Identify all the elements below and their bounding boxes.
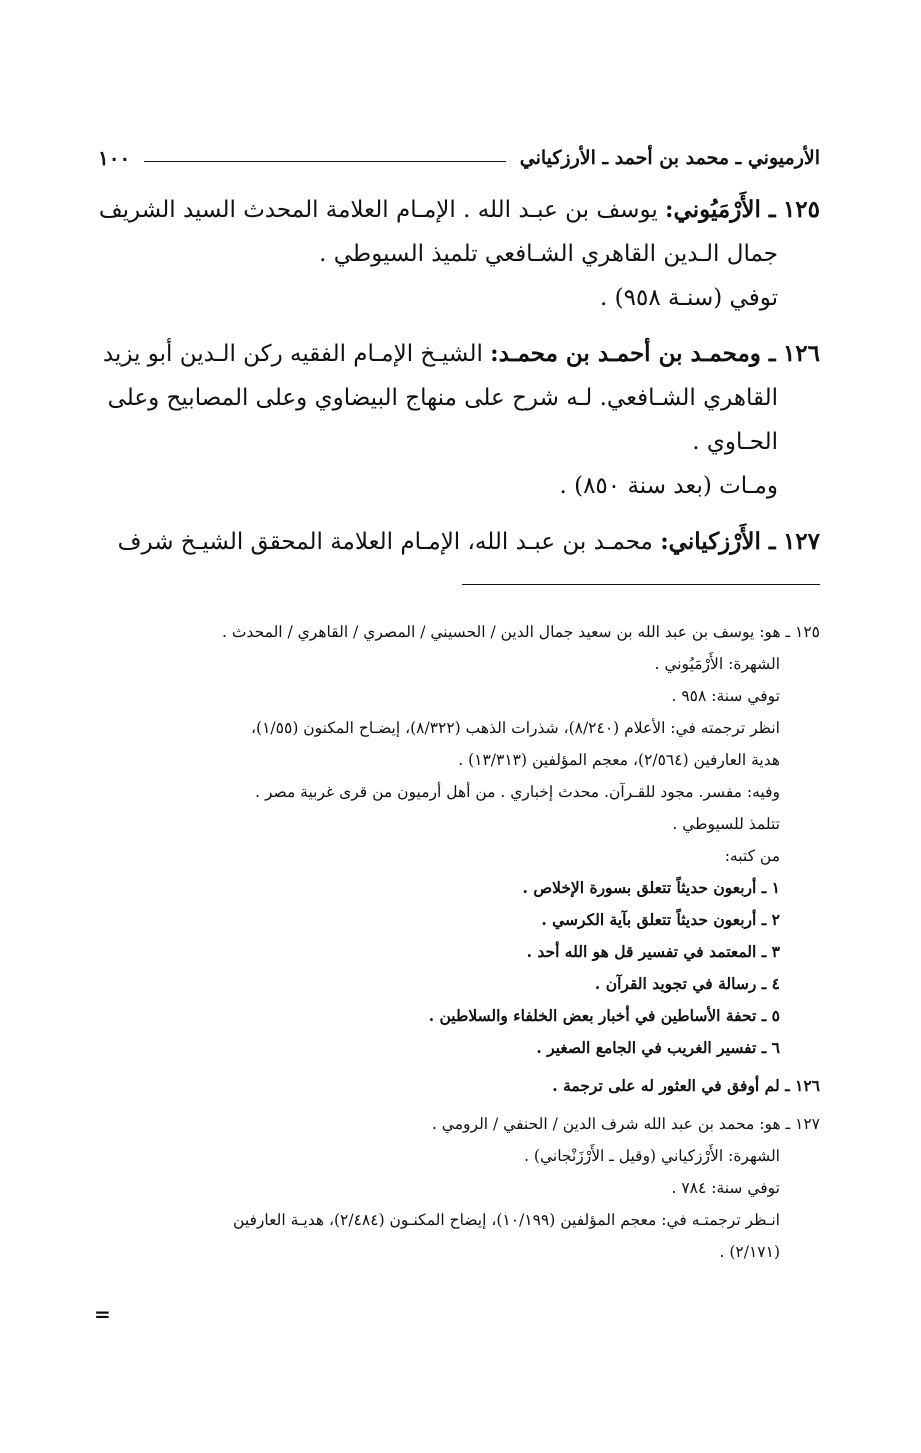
- footnote-line: تتلمذ للسيوطي .: [672, 815, 780, 833]
- entry-number: ١٢٦: [782, 340, 820, 367]
- footnote-125: [98, 616, 820, 1064]
- footnote-127: [98, 1108, 820, 1268]
- book-item: ٣ ـ المعتمد في تفسير قل هو الله أحد .: [526, 942, 780, 961]
- footnote-line: ١٢٥ ـ هو: يوسف بن عبد الله بن سعيد جمال الدين / الحسيني / المصري / القاهري / المحدث .: [222, 623, 820, 641]
- entry-line: القاهري الشـافعي. لـه شرح على منهاج البيضاوي وعلى المصابيح وعلى: [107, 385, 778, 411]
- book-item: ٥ ـ تحفة الأساطين في أخبار بعض الخلفاء والسلاطين .: [428, 1006, 780, 1025]
- entry-125: [98, 188, 820, 320]
- footnote-line: ١٢٧ ـ هو: محمد بن عبد الله شرف الدين / الحنفي / الرومي .: [431, 1115, 820, 1133]
- entry-line: ١٢٥ ـ الأَرْمَيُوني: يوسف بن عبـد الله . الإمـام العلامة المحدث السيد الشريف: [98, 196, 820, 223]
- footnote-line: توفي سنة: ٩٥٨ .: [671, 687, 780, 705]
- header-title: الأرميوني ـ محمد بن أحمد ـ الأرزكياني: [519, 147, 820, 169]
- entry-line: الحـاوي .: [692, 429, 778, 455]
- entry-127: [98, 520, 820, 564]
- entry-126: [98, 332, 820, 508]
- entry-line: جمال الـدين القاهري الشـافعي تلميذ السيوطي .: [319, 241, 778, 267]
- header-rule: [144, 161, 506, 162]
- footnote-line: توفي سنة: ٧٨٤ .: [671, 1179, 780, 1197]
- running-header: [98, 140, 820, 176]
- main-text: [98, 188, 820, 576]
- book-item: ٤ ـ رسالة في تجويد القرآن .: [594, 974, 780, 993]
- book-item: ٢ ـ أربعون حديثاً تتعلق بآية الكرسي .: [541, 910, 780, 929]
- footnote-126: [98, 1070, 820, 1102]
- book-item: ٦ ـ تفسير الغريب في الجامع الصغير .: [536, 1038, 780, 1057]
- page-number: ١٠٠: [98, 146, 131, 170]
- footnote-line: (٢/١٧١) .: [719, 1243, 780, 1261]
- footnote-line: من كتبه:: [724, 847, 780, 865]
- footnotes: [98, 616, 820, 1274]
- footnote-line: الشهرة: الأَرْزكياني (وقيل ـ الأَرْزَنْجاني) .: [524, 1147, 780, 1165]
- entry-line: توفي (سنـة ٩٥٨) .: [600, 285, 778, 311]
- entry-number: ١٢٧: [782, 528, 820, 555]
- entry-line: ١٢٦ ـ ومحمـد بن أحمـد بن محمـد: الشيـخ الإمـام الفقيه ركن الـدين أبو يزيد: [102, 340, 820, 367]
- book-item: ١ ـ أربعون حديثاً تتعلق بسورة الإخلاص .: [522, 878, 780, 897]
- continuation-mark: =: [94, 1302, 111, 1326]
- footnote-line: انـظر ترجمتـه في: معجم المؤلفين (١٠/١٩٩)، إيضاح المكنـون (٢/٤٨٤)، هديـة العارفين: [233, 1211, 780, 1229]
- entry-name: ومحمـد بن أحمـد بن محمـد:: [490, 340, 761, 367]
- entry-name: الأَرْزكياني:: [660, 528, 761, 555]
- entry-text: محمـد بن عبـد الله، الإمـام العلامة المحقق الشيـخ شرف: [117, 529, 653, 555]
- footnote-line: هدية العارفين (٢/٥٦٤)، معجم المؤلفين (١٣/٣١٣) .: [458, 751, 780, 769]
- entry-name: الأَرْمَيُوني:: [665, 196, 761, 223]
- footnote-separator: [462, 584, 820, 585]
- entry-line: ومـات (بعد سنة ٨٥٠) .: [559, 473, 778, 499]
- entry-text: الشيـخ الإمـام الفقيه ركن الـدين أبو يزيد: [102, 341, 483, 367]
- footnote-line: وفيه: مفسر. مجود للقـرآن. محدث إخباري . من أهل أرميون من قرى غربية مصر .: [255, 783, 780, 801]
- footnote-line: ١٢٦ ـ لم أوفق في العثور له على ترجمة .: [552, 1076, 820, 1095]
- footnote-line: الشهرة: الأَرْمَيُوني .: [654, 655, 780, 673]
- entry-line: ١٢٧ ـ الأَرْزكياني: محمـد بن عبـد الله، الإمـام العلامة المحقق الشيـخ شرف: [117, 528, 820, 555]
- footnote-line: انظر ترجمته في: الأعلام (٨/٢٤٠)، شذرات الذهب (٨/٣٢٢)، إيضـاح المكنون (١/٥٥)،: [251, 719, 780, 737]
- entry-number: ١٢٥: [782, 196, 820, 223]
- entry-text: يوسف بن عبـد الله . الإمـام العلامة المحدث السيد الشريف: [98, 197, 658, 223]
